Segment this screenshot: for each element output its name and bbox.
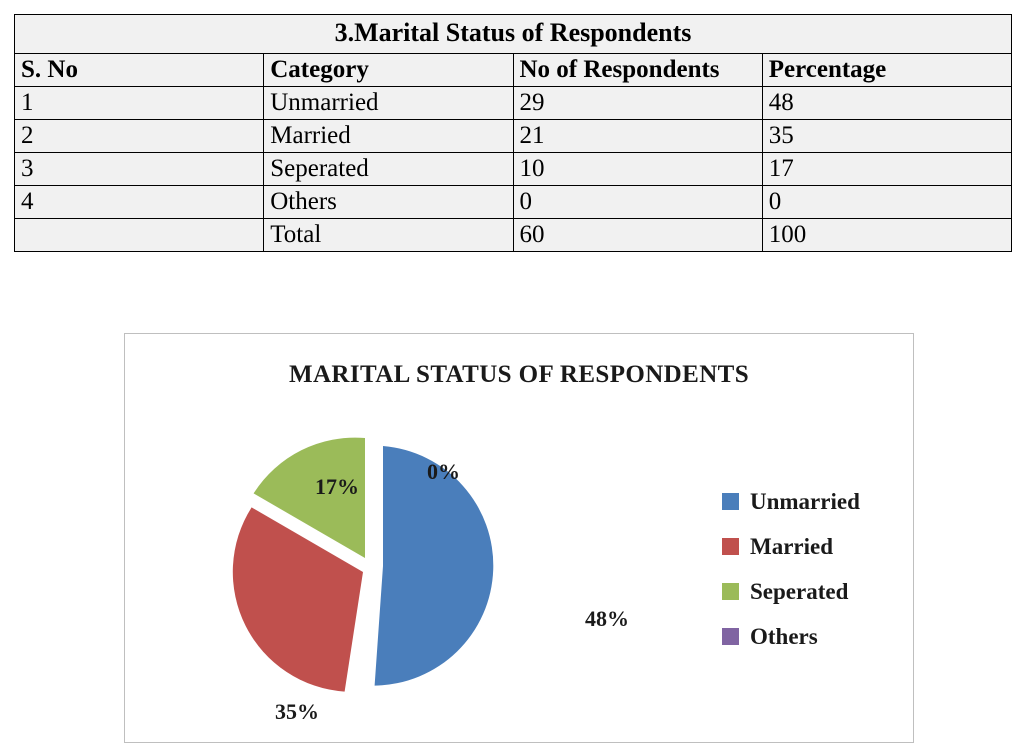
legend-item-others [722,614,912,659]
cell-percentage: 35 [762,120,1011,153]
legend-label-others: Others [750,623,818,649]
chart-title: MARITAL STATUS OF RESPONDENTS [288,361,750,388]
cell-category: Others [264,186,513,219]
legend-item-seperated [722,569,912,614]
cell-respondents: 60 [513,219,762,252]
legend-swatch-icon [722,538,739,555]
cell-sno: 1 [15,87,264,120]
pie-chart-container [124,333,914,743]
column-header-respondents: No of Respondents [513,54,762,87]
cell-sno: 2 [15,120,264,153]
cell-percentage: 48 [762,87,1011,120]
legend-item-unmarried [722,479,912,524]
cell-sno [15,219,264,252]
legend-label-seperated: Seperated [750,578,849,604]
cell-category: Married [264,120,513,153]
cell-sno: 3 [15,153,264,186]
table-row [15,120,1012,153]
marital-status-table [14,14,1012,252]
legend-swatch-icon [722,628,739,645]
legend-label-married: Married [750,533,834,559]
table-row [15,186,1012,219]
table-header-row [15,54,1012,87]
column-header-sno: S. No [15,54,264,87]
table-title: 3.Marital Status of Respondents [15,15,1012,54]
pie-label-others: 0% [427,459,460,484]
cell-percentage: 100 [762,219,1011,252]
cell-category: Total [264,219,513,252]
legend-label-unmarried: Unmarried [750,488,860,514]
cell-sno: 4 [15,186,264,219]
cell-respondents: 29 [513,87,762,120]
pie-label-unmarried: 48% [585,606,629,631]
cell-category: Unmarried [264,87,513,120]
legend-swatch-icon [722,493,739,510]
legend-item-married [722,524,912,569]
cell-percentage: 17 [762,153,1011,186]
legend-swatch-icon [722,583,739,600]
column-header-category: Category [264,54,513,87]
cell-category: Seperated [264,153,513,186]
pie-label-married: 35% [275,699,319,724]
marital-status-table-container [14,14,1012,252]
table-row [15,153,1012,186]
column-header-percentage: Percentage [762,54,1011,87]
table-total-row [15,219,1012,252]
cell-respondents: 0 [513,186,762,219]
cell-respondents: 10 [513,153,762,186]
pie-svg [155,394,675,724]
chart-legend [722,479,912,659]
table-row [15,87,1012,120]
pie-plot-area [155,394,675,724]
table-title-row [15,15,1012,54]
cell-respondents: 21 [513,120,762,153]
cell-percentage: 0 [762,186,1011,219]
pie-label-seperated: 17% [315,474,359,499]
